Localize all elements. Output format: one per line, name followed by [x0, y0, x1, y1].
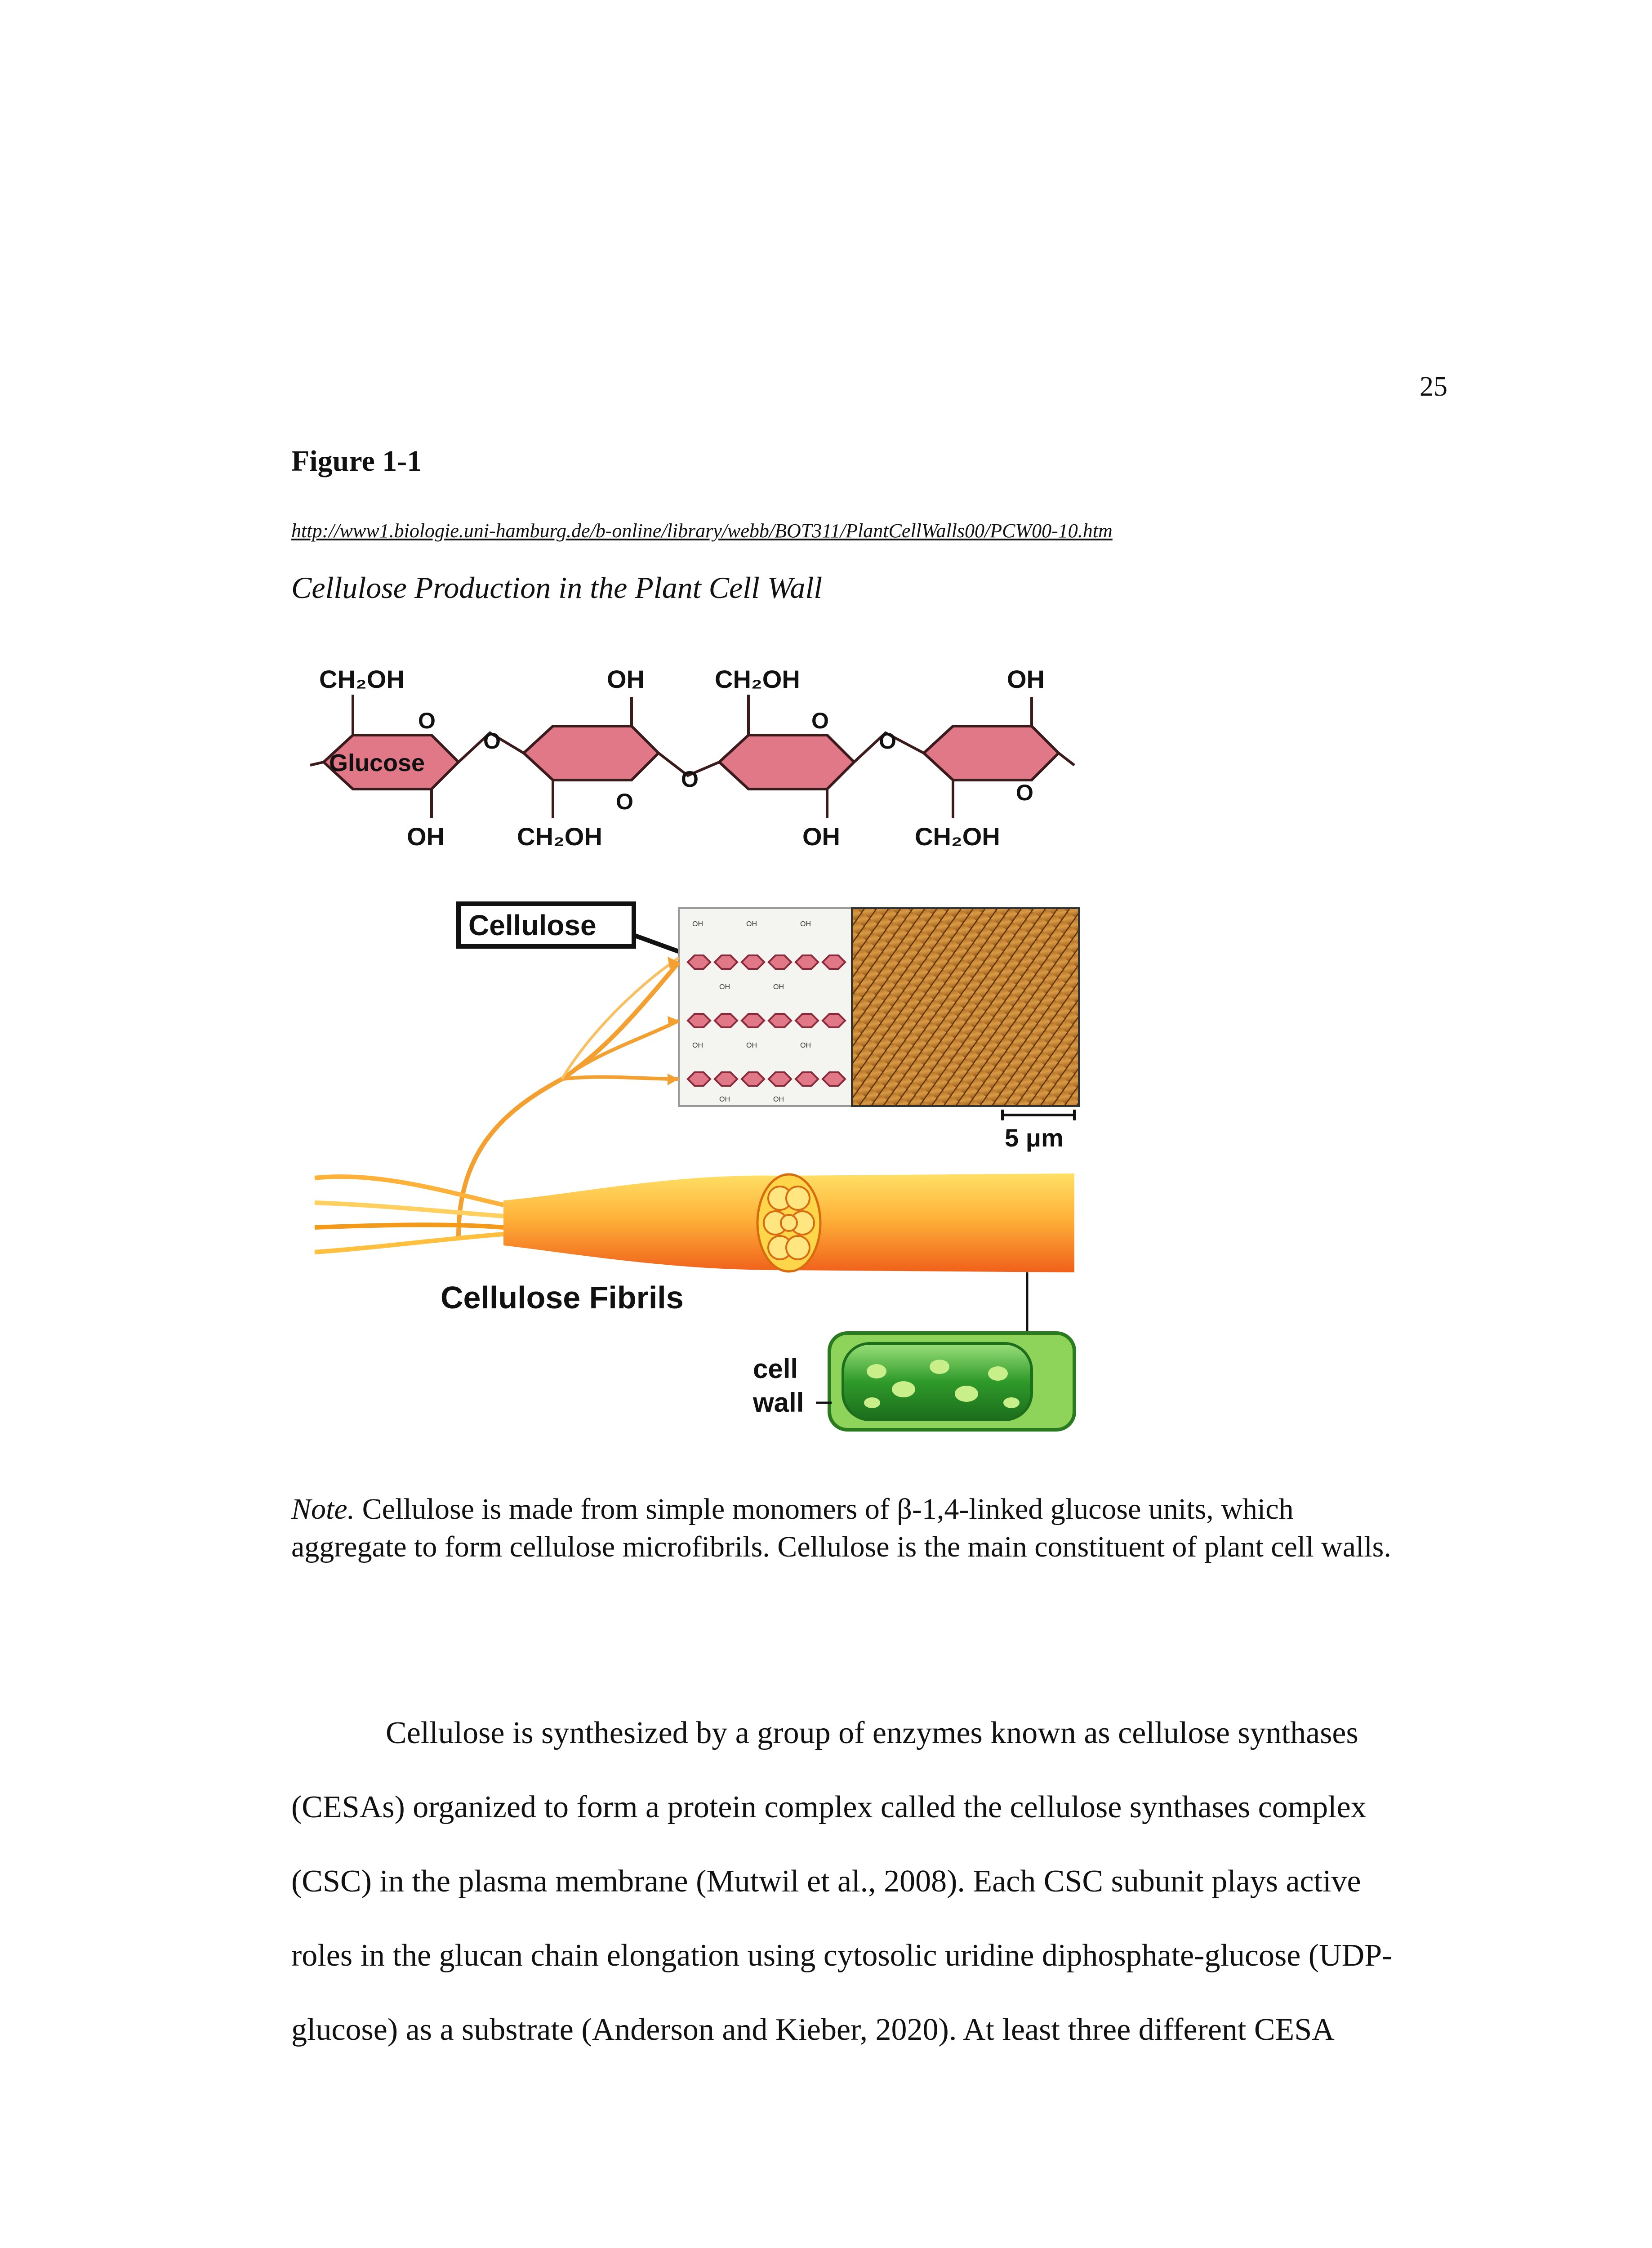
- ring2-bottom-label: CH₂OH: [517, 822, 602, 851]
- page-number: 25: [1420, 371, 1447, 402]
- note-lead: Note.: [291, 1493, 355, 1525]
- body-line-4: roles in the glucan chain elongation using cytosolic uridine diphosphate-glucose (UDP-: [291, 1938, 1393, 1973]
- svg-text:OH: OH: [746, 1042, 757, 1049]
- figure-title: Cellulose Production in the Plant Cell Wall: [291, 571, 823, 605]
- cell-wall-label-line1: cell: [753, 1354, 798, 1384]
- cell-wall-label-line2: wall: [753, 1387, 804, 1418]
- ring-oxygen: O: [811, 708, 829, 733]
- svg-text:OH: OH: [719, 983, 730, 991]
- source-link[interactable]: http://www1.biologie.uni-hamburg.de/b-online/library/webb/BOT311/PlantCellWalls00/PCW00-10.htm: [291, 520, 1113, 542]
- ring1-bottom-label: OH: [407, 822, 445, 851]
- body-line-5: glucose) as a substrate (Anderson and Kieber, 2020). At least three different CESA: [291, 2012, 1335, 2047]
- glucose-label: Glucose: [329, 749, 425, 776]
- ring4-bottom-label: CH₂OH: [915, 822, 1000, 851]
- svg-text:OH: OH: [746, 920, 757, 928]
- link-oxygen: O: [879, 728, 896, 754]
- cell-wall-illustration: [753, 1272, 1074, 1430]
- svg-text:OH: OH: [773, 1096, 784, 1103]
- link-oxygen: O: [483, 728, 501, 754]
- figure-label: Figure 1-1: [291, 445, 422, 477]
- cellulose-figure: [310, 647, 1106, 1452]
- fibrils-label: Cellulose Fibrils: [441, 1280, 684, 1315]
- link-oxygen: O: [681, 767, 699, 792]
- svg-text:OH: OH: [692, 920, 703, 928]
- ring4-top-label: OH: [1007, 665, 1045, 693]
- glucose-chain: [310, 665, 1074, 851]
- body-line-1: Cellulose is synthesized by a group of enzymes known as cellulose synthases: [386, 1716, 1358, 1750]
- ring3-bottom-label: OH: [802, 822, 840, 851]
- ring-oxygen: O: [418, 708, 436, 733]
- svg-text:OH: OH: [692, 1042, 703, 1049]
- note-text: Cellulose is made from simple monomers of β-1,4-linked glucose units, which aggregate to form cellulose microfibrils. Cellulose is the main constituent of plant cell walls.: [291, 1493, 1391, 1563]
- micrograph: [852, 908, 1079, 1106]
- ring3-top-label: CH₂OH: [715, 665, 800, 693]
- svg-text:OH: OH: [800, 920, 811, 928]
- ring-oxygen: O: [616, 789, 633, 814]
- figure-note: [291, 1490, 1393, 1566]
- body-line-3: (CSC) in the plasma membrane (Mutwil et al., 2008). Each CSC subunit plays active: [291, 1864, 1361, 1899]
- svg-text:OH: OH: [773, 983, 784, 991]
- ring2-top-label: OH: [607, 665, 645, 693]
- ring1-top-label: CH₂OH: [319, 665, 405, 693]
- ring-oxygen: O: [1016, 780, 1033, 805]
- svg-text:OH: OH: [800, 1042, 811, 1049]
- svg-text:OH: OH: [719, 1096, 730, 1103]
- cellulose-panel: [459, 904, 1079, 1152]
- cellulose-label: Cellulose: [468, 909, 597, 941]
- scale-label: 5 μm: [1005, 1124, 1064, 1152]
- body-line-2: (CESAs) organized to form a protein complex called the cellulose synthases complex: [291, 1790, 1367, 1824]
